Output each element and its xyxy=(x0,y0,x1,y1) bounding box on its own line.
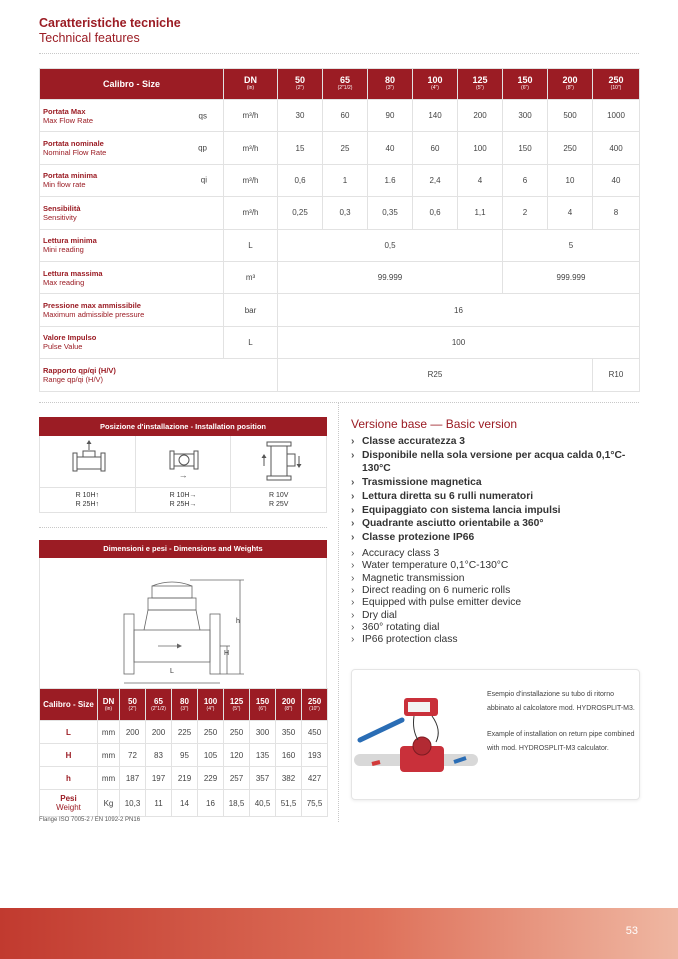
cell: 250 xyxy=(224,721,250,744)
row-label: L xyxy=(40,721,98,744)
size-col: 65 (2"1/2) xyxy=(323,69,368,100)
list-item: › Trasmissione magnetica xyxy=(351,476,631,490)
row-nominal-flow xyxy=(40,132,640,164)
cell: 95 xyxy=(172,744,198,767)
divider xyxy=(39,402,639,403)
list-item: › Accuracy class 3 xyxy=(351,548,521,560)
cell: 200 xyxy=(120,721,146,744)
cell: 1.6 xyxy=(368,164,413,196)
cell: 0,6 xyxy=(278,164,323,196)
row-label: Lettura minima Mini reading xyxy=(40,229,224,261)
meter-top-view-icon xyxy=(40,436,136,487)
list-item: › Magnetic transmission xyxy=(351,573,521,585)
cell: 51,5 xyxy=(276,790,302,817)
cell: 200 xyxy=(458,100,503,132)
row-label: Lettura massima Max reading xyxy=(40,261,224,293)
cell: 100 xyxy=(278,326,640,358)
cell: 60 xyxy=(413,132,458,164)
cell: 450 xyxy=(302,721,328,744)
technical-spec-table xyxy=(39,68,640,392)
list-item: › Equipaggiato con sistema lancia impulsi xyxy=(351,504,631,518)
installation-panel xyxy=(39,417,327,513)
basic-version-title: Versione base — Basic version xyxy=(351,417,518,431)
cell: 500 xyxy=(548,100,593,132)
dn-header: DN (in) xyxy=(224,69,278,100)
row-weight xyxy=(40,790,328,817)
cell: 0,5 xyxy=(278,229,503,261)
size-col: 80 (3") xyxy=(172,689,198,721)
unit: bar xyxy=(224,294,278,326)
size-col: 150 (6") xyxy=(250,689,276,721)
row-label: Portata Max Max Flow Rate qs xyxy=(40,100,224,132)
install-label: R 10V R 25V xyxy=(268,492,289,508)
divider xyxy=(39,53,639,54)
cell: 229 xyxy=(198,767,224,790)
dimensions-table xyxy=(39,688,328,817)
row-label: H xyxy=(40,744,98,767)
cell: 160 xyxy=(276,744,302,767)
footer-band xyxy=(0,908,678,959)
row-H xyxy=(40,744,328,767)
cell: 193 xyxy=(302,744,328,767)
install-label: R 10H↑ R 25H↑ xyxy=(40,488,136,512)
cell: 25 xyxy=(323,132,368,164)
cell: 999.999 xyxy=(503,261,640,293)
row-label: Pesi Weight xyxy=(40,790,98,817)
list-item: › Dry dial xyxy=(351,610,521,622)
cell: 140 xyxy=(413,100,458,132)
size-col: 125 (5") xyxy=(224,689,250,721)
flow-arrow-icon: → xyxy=(178,470,188,480)
page-number: 53 xyxy=(625,925,638,937)
flow-symbol: qs xyxy=(198,111,207,121)
unit: L xyxy=(224,229,278,261)
install-horizontal-up xyxy=(40,436,136,487)
cell: 197 xyxy=(146,767,172,790)
size-col: 50 (2") xyxy=(278,69,323,100)
installation-example-image xyxy=(352,670,487,799)
unit: mm xyxy=(98,721,120,744)
cell: 135 xyxy=(250,744,276,767)
row-label: h xyxy=(40,767,98,790)
cell: 99.999 xyxy=(278,261,503,293)
row-max-reading xyxy=(40,261,640,293)
cell: 200 xyxy=(146,721,172,744)
cell: 219 xyxy=(172,767,198,790)
row-L xyxy=(40,721,328,744)
meter-vertical-icon xyxy=(231,436,327,487)
cell: 1 xyxy=(323,164,368,196)
cell: 18,5 xyxy=(224,790,250,817)
list-item: › IP66 protection class xyxy=(351,634,521,646)
cell: 0,6 xyxy=(413,197,458,229)
list-item: › Water temperature 0,1°C-130°C xyxy=(351,560,521,572)
flow-symbol: qi xyxy=(200,175,207,185)
column-divider xyxy=(338,402,339,822)
cell: 60 xyxy=(323,100,368,132)
cell: 40 xyxy=(593,164,640,196)
row-label: Pressione max ammissibile Maximum admissible pressure xyxy=(40,294,224,326)
row-label: Portata nominale Nominal Flow Rate qp xyxy=(40,132,224,164)
list-item: › Disponibile nella sola versione per acqua calda 0,1°C-130°C xyxy=(351,449,631,476)
cell: 0,3 xyxy=(323,197,368,229)
size-col: 250 (10") xyxy=(593,69,640,100)
unit: m³/h xyxy=(224,197,278,229)
divider xyxy=(39,527,327,528)
cell: 15 xyxy=(278,132,323,164)
size-col: 100 (4") xyxy=(413,69,458,100)
flange-note: Flange ISO 7005-2 / EN 1092-2 PN16 xyxy=(39,817,141,823)
size-col: 150 (6") xyxy=(503,69,548,100)
unit: m³/h xyxy=(224,100,278,132)
list-item: › Classe accuratezza 3 xyxy=(351,435,631,449)
install-vertical xyxy=(231,436,326,487)
size-col: 80 (3") xyxy=(368,69,413,100)
cell: 100 xyxy=(458,132,503,164)
cell: 427 xyxy=(302,767,328,790)
cell: 40 xyxy=(368,132,413,164)
meter-dimension-drawing xyxy=(39,558,327,688)
unit: m³/h xyxy=(224,132,278,164)
row-pressure xyxy=(40,294,640,326)
cell: 1000 xyxy=(593,100,640,132)
cell: 300 xyxy=(250,721,276,744)
cell: 11 xyxy=(146,790,172,817)
cell: 10 xyxy=(548,164,593,196)
cell: 225 xyxy=(172,721,198,744)
list-item: › 360° rotating dial xyxy=(351,622,521,634)
cell: R10 xyxy=(593,359,640,391)
cell: 14 xyxy=(172,790,198,817)
cell: 150 xyxy=(503,132,548,164)
unit: L xyxy=(224,326,278,358)
installation-example-card xyxy=(351,669,640,800)
row-pulse xyxy=(40,326,640,358)
row-label: Portata minima Min flow rate qi xyxy=(40,164,224,196)
cell: 187 xyxy=(120,767,146,790)
row-min-reading xyxy=(40,229,640,261)
cell: 250 xyxy=(198,721,224,744)
cell: 257 xyxy=(224,767,250,790)
flow-symbol: qp xyxy=(198,143,207,153)
list-item: › Lettura diretta su 6 rulli numeratori xyxy=(351,490,631,504)
cell: 0,35 xyxy=(368,197,413,229)
cell: 16 xyxy=(278,294,640,326)
size-header: Calibro - Size xyxy=(40,69,224,100)
row-label: Rapporto qp/qi (H/V) Range qp/qi (H/V) xyxy=(40,359,278,391)
unit: m³/h xyxy=(224,164,278,196)
list-item: › Direct reading on 6 numeric rolls xyxy=(351,585,521,597)
cell: 300 xyxy=(503,100,548,132)
features-en-list xyxy=(351,548,521,647)
cell: 16 xyxy=(198,790,224,817)
unit: m³ xyxy=(224,261,278,293)
cell: 382 xyxy=(276,767,302,790)
page-title-it: Caratteristiche tecniche xyxy=(39,16,181,30)
cell: 120 xyxy=(224,744,250,767)
cell: 40,5 xyxy=(250,790,276,817)
cell: 250 xyxy=(548,132,593,164)
cell: 1,1 xyxy=(458,197,503,229)
size-col: 250 (10") xyxy=(302,689,328,721)
row-min-flow xyxy=(40,164,640,196)
cell: 105 xyxy=(198,744,224,767)
row-h xyxy=(40,767,328,790)
cell: 5 xyxy=(503,229,640,261)
row-label: Valore Impulso Pulse Value xyxy=(40,326,224,358)
dimensions-title: Dimensioni e pesi - Dimensions and Weights xyxy=(39,540,327,558)
cell: 75,5 xyxy=(302,790,328,817)
features-it-list xyxy=(351,435,631,545)
install-label: R 10H→ R 25H→ xyxy=(136,488,232,512)
dn-header: DN (in) xyxy=(98,689,120,721)
list-item: › Equipped with pulse emitter device xyxy=(351,597,521,609)
list-item: › Quadrante asciutto orientabile a 360° xyxy=(351,517,631,531)
row-ratio xyxy=(40,359,640,391)
cell: 400 xyxy=(593,132,640,164)
cell: 83 xyxy=(146,744,172,767)
cell: 30 xyxy=(278,100,323,132)
meter-drawing-icon xyxy=(40,558,326,688)
size-header: Calibro - Size xyxy=(40,689,98,721)
page-title-en: Technical features xyxy=(39,31,140,45)
cell: 4 xyxy=(458,164,503,196)
cell: 6 xyxy=(503,164,548,196)
size-col: 200 (8") xyxy=(548,69,593,100)
dim-label-h: h xyxy=(236,618,240,625)
cell: 350 xyxy=(276,721,302,744)
row-label: Sensibilità Sensitivity xyxy=(40,197,224,229)
row-sensitivity xyxy=(40,197,640,229)
cell: 4 xyxy=(548,197,593,229)
unit: mm xyxy=(98,744,120,767)
dimensions-panel xyxy=(39,540,327,817)
cell: R25 xyxy=(278,359,593,391)
cell: 357 xyxy=(250,767,276,790)
size-col: 100 (4") xyxy=(198,689,224,721)
unit: Kg xyxy=(98,790,120,817)
dim-label-H: H xyxy=(224,650,230,657)
cell: 72 xyxy=(120,744,146,767)
size-col: 65 (2"1/2) xyxy=(146,689,172,721)
example-description: Esempio d'installazione su tubo di ritorno abbinato al calcolatore mod. HYDROSPLIT-M3. Example of installation on return pipe combined with mod. HYDROSPLIT-M3 calculator. xyxy=(487,691,635,752)
installation-title: Posizione d'installazione - Installation position xyxy=(39,417,327,436)
size-col: 200 (8") xyxy=(276,689,302,721)
size-col: 50 (2") xyxy=(120,689,146,721)
cell: 10,3 xyxy=(120,790,146,817)
row-max-flow xyxy=(40,100,640,132)
cell: 90 xyxy=(368,100,413,132)
dim-label-L: L xyxy=(170,668,174,675)
install-horizontal-side xyxy=(136,436,232,487)
size-col: 125 (5") xyxy=(458,69,503,100)
unit: mm xyxy=(98,767,120,790)
cell: 2 xyxy=(503,197,548,229)
cell: 0,25 xyxy=(278,197,323,229)
cell: 8 xyxy=(593,197,640,229)
list-item: › Classe protezione IP66 xyxy=(351,531,631,545)
cell: 2,4 xyxy=(413,164,458,196)
